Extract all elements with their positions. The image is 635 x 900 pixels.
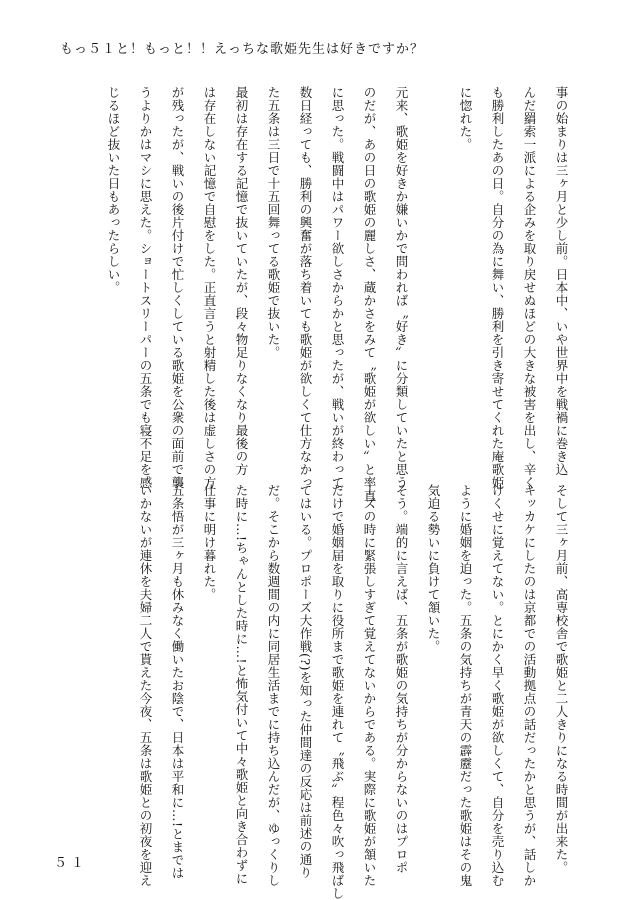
- text-line: 数日経っても、勝利の興奮が落ち着いても歌姫が欲しくて仕方なかっ: [298, 86, 313, 489]
- text-line: が残ったが、戦いの後片付けで忙しくしている歌姫を公衆の面前で襲: [170, 86, 185, 489]
- text-line: 五条悟が三ヶ月も休みなく働いたお陰で、日本は平和に…!とまでは: [170, 484, 185, 880]
- text-line: 仕事に明け暮れた。: [202, 484, 217, 601]
- text-line: に惚れた。: [458, 86, 473, 151]
- running-header: もっ５１と！もっと！！えっちな歌姫先生は好きですか？: [60, 42, 425, 57]
- text-line: に思った。戦闘中はパワー欲しさからかと思ったが、戦いが終わって: [330, 86, 345, 489]
- text-line: キッカケにしたのは京都での活動拠点の話だったかと思うが、話しか: [522, 484, 537, 887]
- text-line: じるほど抜いた日もあったらしい。: [106, 86, 121, 294]
- text-line: た五条は三日で十五回舞ってる歌姫で抜いた。: [266, 86, 281, 359]
- text-line: 最初は存在する記憶で抜いていたが、段々物足りなくなり最後の方: [234, 86, 249, 476]
- text-line: いかないが連休を夫婦二人で貰えた今夜、五条は歌姫との初夜を迎え: [138, 484, 153, 887]
- text-line: のだが、あの日の歌姫の麗しさ、蔵かさをみて〝歌姫が欲しい〟と率直: [362, 86, 377, 502]
- text-line: てはいる。プロポーズ大作戦(?)を知った仲間達の反応は前述の通り: [298, 484, 313, 879]
- upper-text-block: [97, 86, 577, 502]
- text-line: は存在しない記憶で自慰をした。正直言うと射精した後は虚しさの方: [202, 86, 217, 489]
- text-line: んだ羂索一派による企みを取り戻せぬほどの大きな被害を出し、辛く: [522, 86, 537, 489]
- text-line: た時に…!ちゃんとした時に…!と怖気付いて中々歌姫と向き合わずに: [234, 484, 249, 886]
- text-line: そして三ヶ月前、高専校舎で歌姫と二人きりになる時間が出来た。: [554, 484, 569, 874]
- text-line: だ。そこから数週間の内に同居生活までに持ち込んだが、ゆっくりし: [266, 484, 281, 887]
- text-line: ーズの時に緊張しすぎて覚えてないからである。実際に歌姫が頷いた: [362, 484, 377, 887]
- text-line: ように婚姻を迫った。五条の気持ちが青天の霹靂だった歌姫はその鬼: [458, 484, 473, 887]
- text-line: だけで婚姻届を取りに役所まで歌姫を連れて〝飛ぶ〟程色々吹っ飛ばし: [330, 484, 345, 900]
- text-line: 事の始まりは三ヶ月と少し前。日本中、いや世界中を戦禍に巻き込: [554, 86, 569, 476]
- lower-text-block: [129, 484, 577, 900]
- text-line: うよりかはマシに思えた。ショートスリーパーの五条でも寝不足を感: [138, 86, 153, 489]
- text-line: も勝利したあの日。自分の為に舞い、勝利を引き寄せてくれた庵歌姫: [490, 86, 505, 489]
- paragraph-gap: [417, 86, 449, 416]
- text-line: 気迫る勢いに負けて頷いた。: [426, 484, 441, 653]
- text-line: そう。端的に言えば、五条が歌姫の気持ちが分からないのはプロポ: [394, 484, 409, 874]
- page-number: ５１: [54, 856, 89, 871]
- text-line: 元来、歌姫を好きか嫌いかで問われば〝好き〟に分類していたと思う: [394, 86, 409, 489]
- text-line: けくせに覚えてない。とにかく早く歌姫が欲しくて、自分を売り込む: [490, 484, 505, 887]
